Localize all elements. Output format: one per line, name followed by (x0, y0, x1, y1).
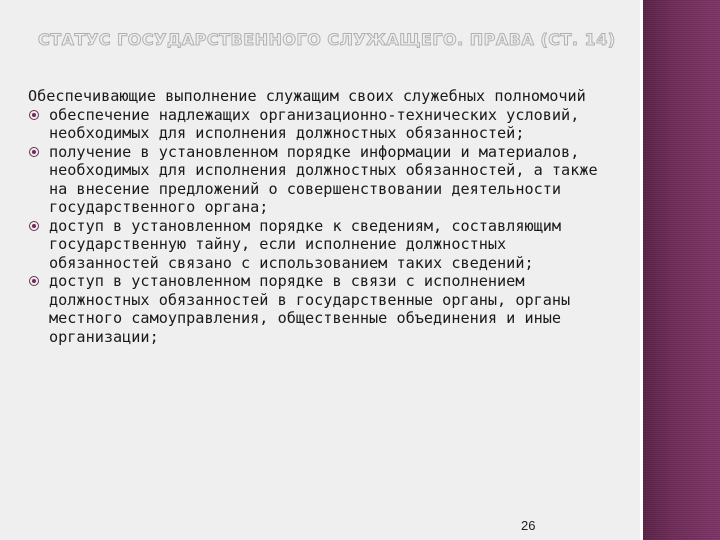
page-number: 26 (521, 518, 536, 533)
bullet-text: обеспечение надлежащих организационно-технических условий, необходимых для исполнения должностных обязанностей; (49, 105, 580, 142)
list-item (28, 143, 618, 217)
circled-dot-icon (29, 221, 39, 231)
list-item (28, 272, 618, 346)
circled-dot-icon (29, 276, 39, 286)
side-panel-texture (643, 0, 720, 540)
circled-dot-icon (29, 110, 39, 120)
slide-title: СТАТУС ГОСУДАРСТВЕННОГО СЛУЖАЩЕГО. ПРАВА (СТ. 14) (38, 30, 616, 49)
slide-content (28, 87, 618, 346)
bullet-text: доступ в установленном порядке к сведениям, составляющим государственную тайну, если исполнение должностных обязанностей связано с использованием таких сведений; (49, 216, 562, 272)
intro-text: Обеспечивающие выполнение служащим своих служебных полномочий (28, 87, 586, 105)
circled-dot-icon (29, 147, 39, 157)
list-item (28, 106, 618, 143)
list-item (28, 217, 618, 273)
bullet-text: доступ в установленном порядке в связи с исполнением должностных обязанностей в государственные органы, органы местного самоуправления, общественные объединения и иные организации; (49, 272, 571, 346)
side-decoration-panel (640, 0, 720, 540)
bullet-list (28, 106, 618, 347)
bullet-text: получение в установленном порядке информации и материалов, необходимых для исполнения должностных обязанностей, а также на внесение предложений о совершенствовании деятельности государственного органа; (49, 142, 598, 216)
